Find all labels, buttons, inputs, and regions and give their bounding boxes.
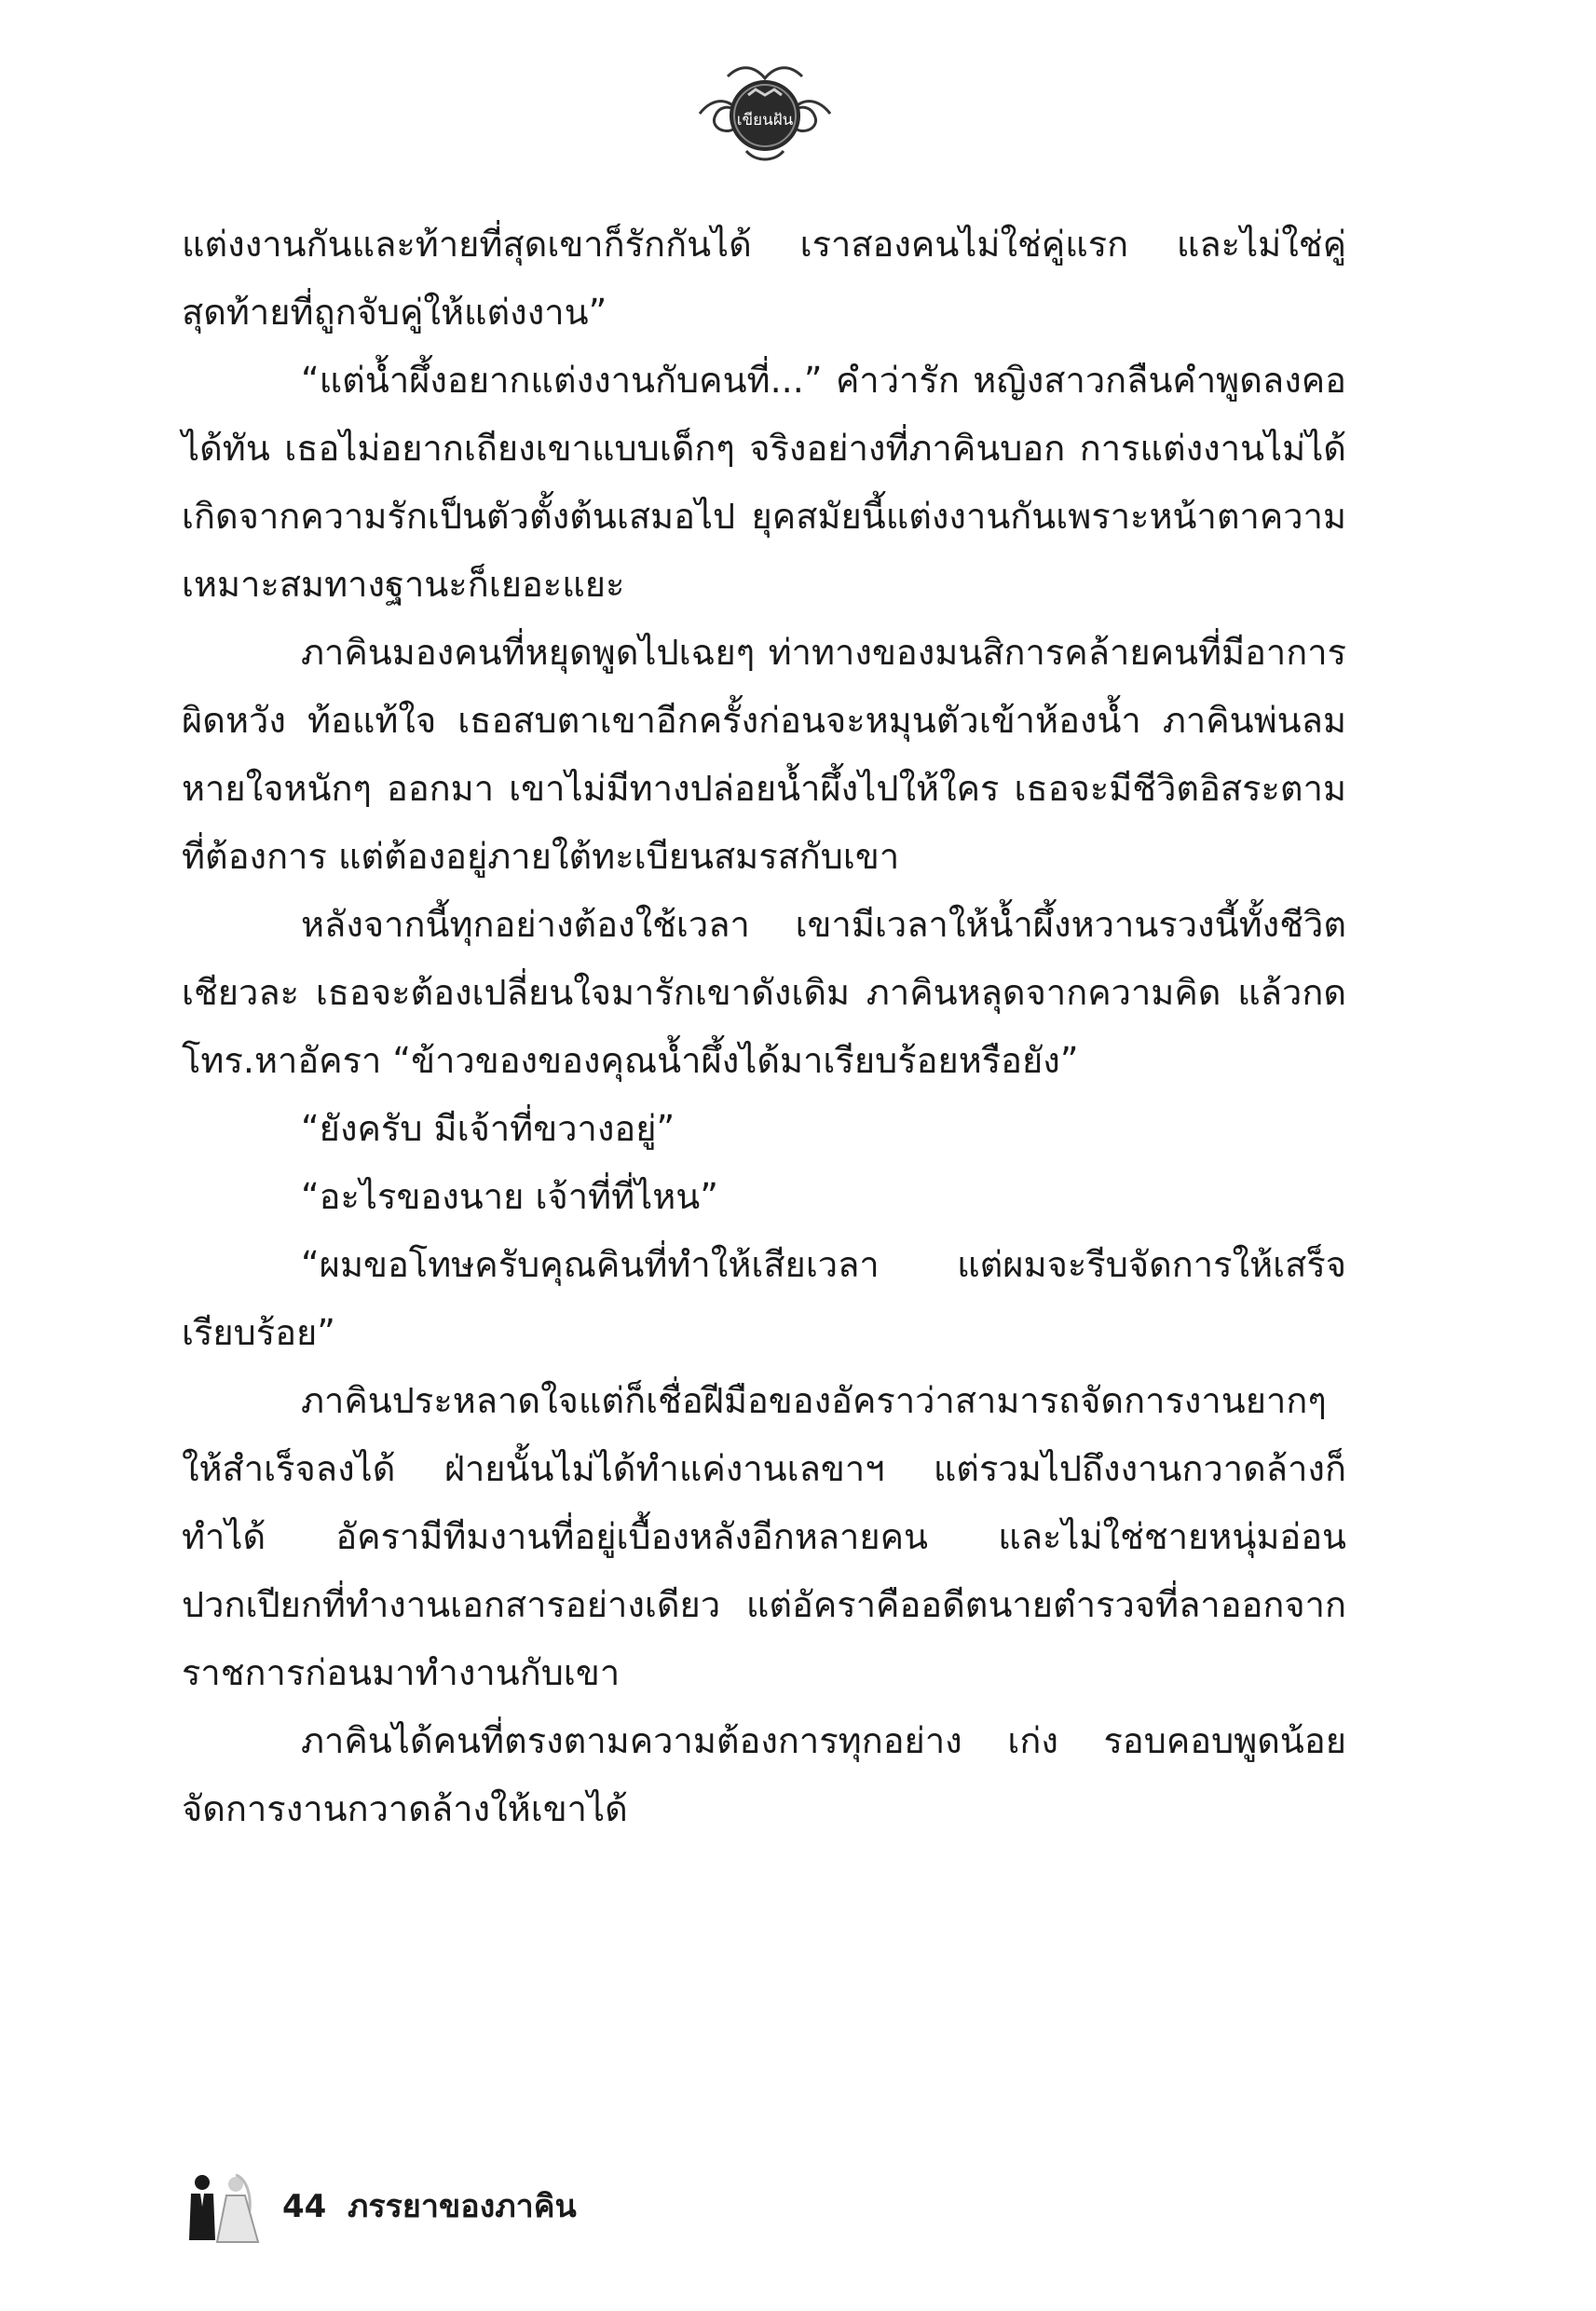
paragraph: ภาคินได้คนที่ตรงตามความต้องการทุกอย่าง เก่ง รอบคอบพูดน้อย จัดการงานกวาดล้างให้เขาได้: [182, 1720, 1346, 1829]
body-text: [182, 211, 1346, 1843]
paragraph: “แต่น้ำผึ้งอยากแต่งงานกับคนที่...” คำว่ารัก หญิงสาวกลืนคำพูดลงคอได้ทัน เธอไม่อยากเถียงเขาแบบเด็กๆ จริงอย่างที่ภาคินบอก การแต่งงานไม่ได้เกิดจากความรักเป็นตัวตั้งต้นเสมอไป ยุคสมัยนี้แต่งงานกันเพราะหน้าตาความเหมาะสมทางฐานะก็เยอะแยะ: [182, 360, 1346, 605]
paragraph: “อะไรของนาย เจ้าที่ที่ไหน”: [301, 1176, 718, 1217]
logo-text: เขียนฝัน: [736, 111, 794, 130]
book-title: ภรรยาของภาคิน: [348, 2188, 577, 2225]
paragraph: ภาคินมองคนที่หยุดพูดไปเฉยๆ ท่าทางของมนสิการคล้ายคนที่มีอาการผิดหวัง ท้อแท้ใจ เธอสบตาเขาอีกครั้งก่อนจะหมุนตัวเข้าห้องน้ำ ภาคินพ่นลมหายใจหนักๆ ออกมา เขาไม่มีทางปล่อยน้ำผึ้งไปให้ใคร เธอจะมีชีวิตอิสระตามที่ต้องการ แต่ต้องอยู่ภายใต้ทะเบียนสมรสกับเขา: [182, 632, 1346, 877]
header-logo: [690, 58, 839, 170]
paragraph: ภาคินประหลาดใจแต่ก็เชื่อฝีมือของอัคราว่าสามารถจัดการงานยากๆ ให้สำเร็จลงได้ ฝ่ายนั้นไม่ได้ทำแค่งานเลขาฯ แต่รวมไปถึงงานกวาดล้างก็ทำได้ อัครามีทีมงานที่อยู่เบื้องหลังอีกหลายคน และไม่ใช่ชายหนุ่มอ่อนปวกเปียกที่ทำงานเอกสารอย่างเดียว แต่อัคราคืออดีตนายตำรวจที่ลาออกจากราชการก่อนมาทำงานกับเขา: [182, 1380, 1346, 1693]
bride-and-groom-icon: [182, 2169, 262, 2244]
paragraph: “ผมขอโทษครับคุณคินที่ทำให้เสียเวลา แต่ผมจะรีบจัดการให้เสร็จเรียบร้อย”: [182, 1244, 1346, 1353]
page-number: 44: [282, 2188, 327, 2225]
ornate-crest-icon: [690, 58, 839, 170]
paragraph: หลังจากนี้ทุกอย่างต้องใช้เวลา เขามีเวลาให้น้ำผึ้งหวานรวงนี้ทั้งชีวิตเชียวละ เธอจะต้องเปลี่ยนใจมารักเขาดังเดิม ภาคินหลุดจากความคิด แล้วกดโทร.หาอัครา “ข้าวของของคุณน้ำผึ้งได้มาเรียบร้อยหรือยัง”: [182, 904, 1346, 1081]
paragraph: “ยังครับ มีเจ้าที่ขวางอยู่”: [301, 1108, 675, 1149]
page-footer: [182, 2169, 1113, 2244]
paragraph: แต่งงานกันและท้ายที่สุดเขาก็รักกันได้ เราสองคนไม่ใช่คู่แรก และไม่ใช่คู่สุดท้ายที่ถูกจับคู่ให้แต่งงาน”: [182, 224, 1346, 333]
